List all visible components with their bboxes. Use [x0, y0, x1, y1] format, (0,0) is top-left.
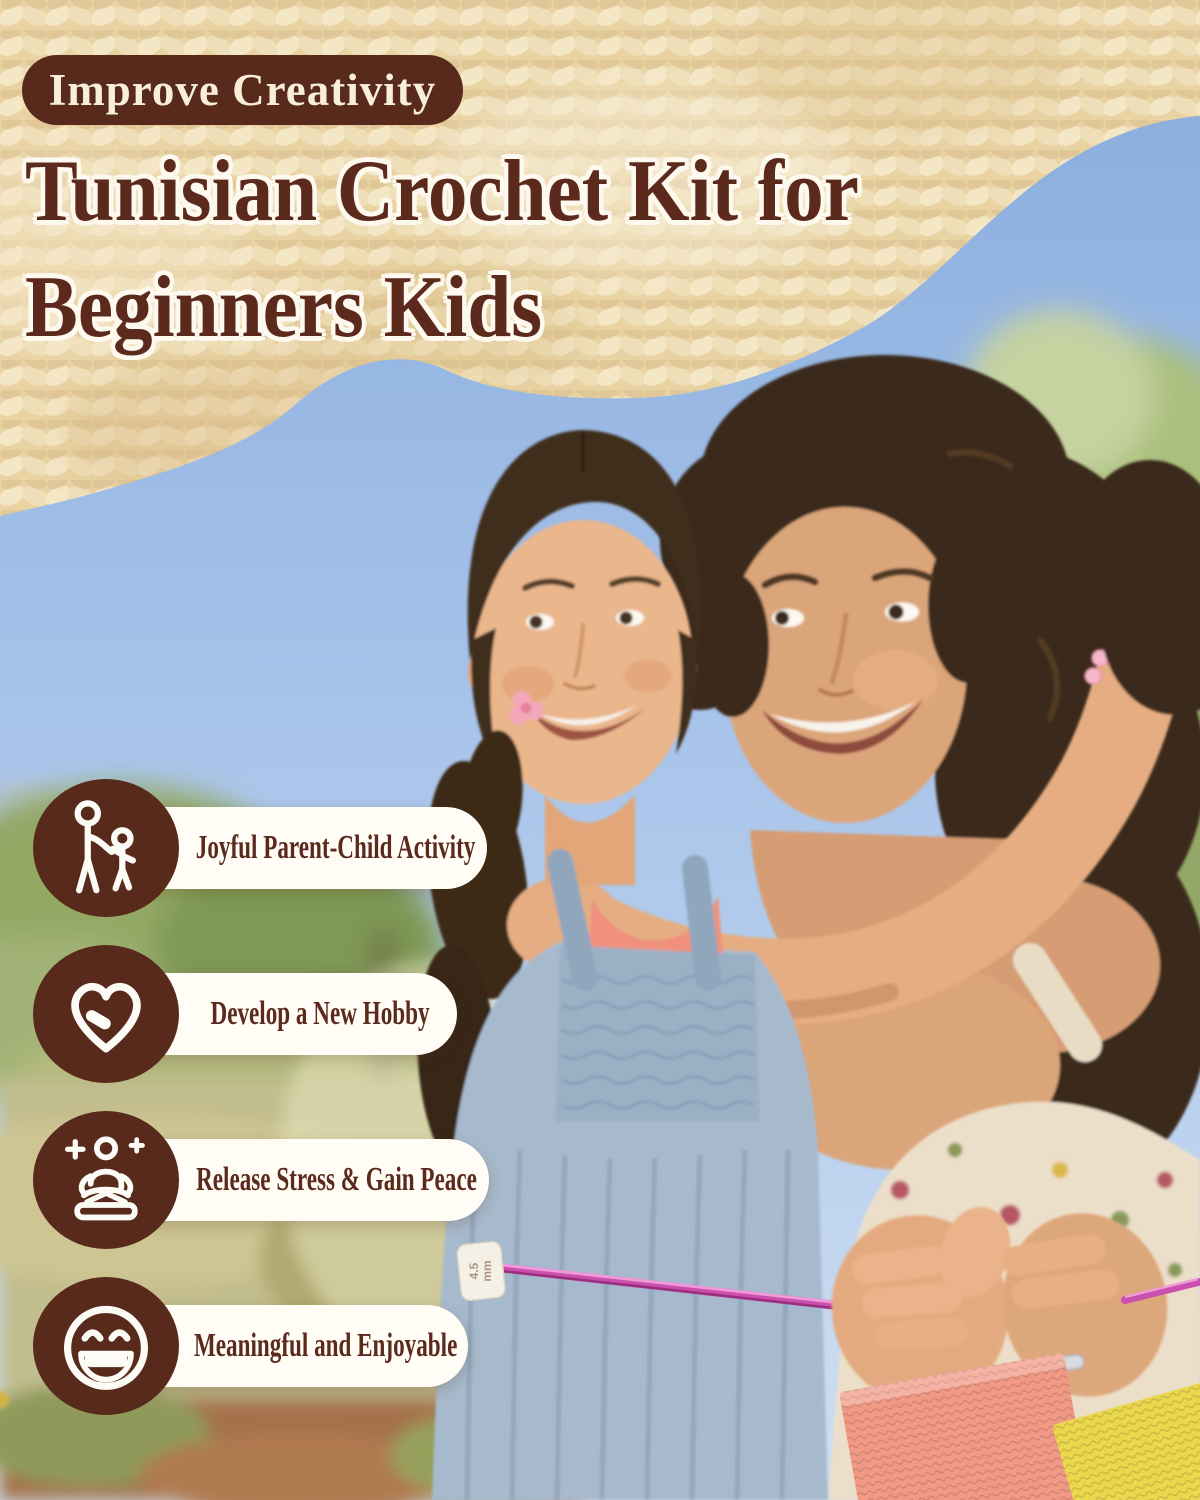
meditation-icon — [58, 1132, 154, 1228]
feature-label: Release Stress & Gain Peace — [196, 1161, 477, 1198]
parent-child-icon — [58, 800, 154, 896]
improve-creativity-badge: Improve Creativity — [22, 55, 463, 125]
poster-title-line1: Tunisian Crochet Kit for — [25, 143, 859, 240]
poster-title-line2: Beginners Kids — [25, 259, 543, 356]
feature-enjoyable — [33, 1277, 513, 1417]
feature-label: Joyful Parent-Child Activity — [195, 829, 476, 866]
feature-new-hobby — [33, 945, 513, 1085]
feature-icon-circle — [33, 779, 179, 917]
hook-size-tag: 4.5 mm — [466, 1260, 494, 1282]
feature-parent-child — [33, 779, 513, 919]
feature-icon-circle — [33, 945, 179, 1083]
laughing-face-icon — [58, 1298, 154, 1394]
feature-label: Develop a New Hobby — [210, 995, 431, 1032]
feature-release-stress — [33, 1111, 513, 1251]
heart-icon — [58, 966, 154, 1062]
feature-icon-circle — [33, 1277, 179, 1415]
feature-label: Meaningful and Enjoyable — [194, 1327, 458, 1364]
feature-icon-circle — [33, 1111, 179, 1249]
